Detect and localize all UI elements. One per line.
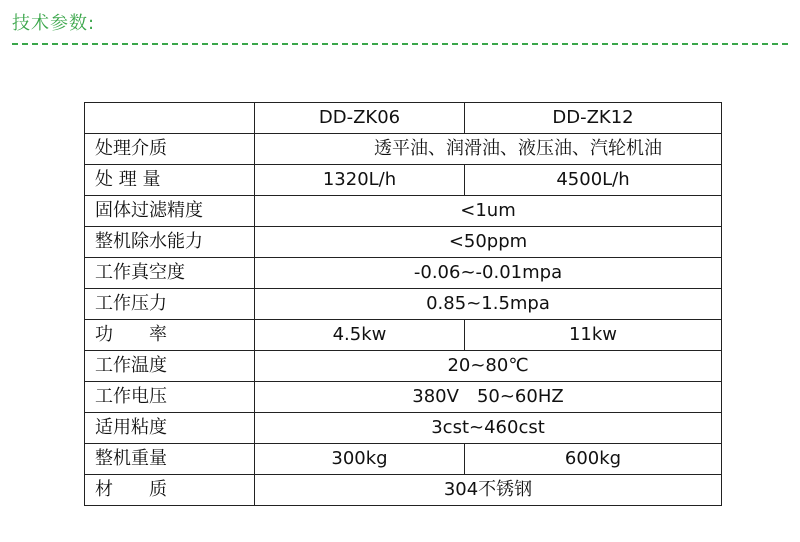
row-label: 工作真空度 xyxy=(85,258,255,289)
dashed-divider xyxy=(12,43,788,45)
row-value: 0.85~1.5mpa xyxy=(255,289,722,320)
section-title: 技术参数: xyxy=(12,13,96,34)
table-row xyxy=(85,227,722,258)
row-value: -0.06~-0.01mpa xyxy=(255,258,722,289)
table-row xyxy=(85,351,722,382)
row-value-zk06: 4.5kw xyxy=(255,320,465,351)
row-value: 20~80℃ xyxy=(255,351,722,382)
row-label: 固体过滤精度 xyxy=(85,196,255,227)
row-value: 3cst~460cst xyxy=(255,413,722,444)
spec-table xyxy=(84,102,722,506)
table-row xyxy=(85,320,722,351)
row-label: 处 理 量 xyxy=(85,165,255,196)
table-header-row xyxy=(85,103,722,134)
table-row xyxy=(85,475,722,506)
row-label: 工作温度 xyxy=(85,351,255,382)
row-label: 整机重量 xyxy=(85,444,255,475)
row-value-zk06: 1320L/h xyxy=(255,165,465,196)
row-label: 功 率 xyxy=(85,320,255,351)
table-row xyxy=(85,413,722,444)
header-empty-cell xyxy=(85,103,255,134)
table-row xyxy=(85,258,722,289)
row-label: 材 质 xyxy=(85,475,255,506)
row-value: 380V 50~60HZ xyxy=(255,382,722,413)
table-row xyxy=(85,134,722,165)
table-row xyxy=(85,196,722,227)
row-value-zk12: 4500L/h xyxy=(465,165,722,196)
row-value: 304不锈钢 xyxy=(255,475,722,506)
model-header-zk06: DD-ZK06 xyxy=(255,103,465,134)
row-value: 透平油、润滑油、液压油、汽轮机油 xyxy=(255,134,722,165)
table-row xyxy=(85,382,722,413)
row-value-zk12: 600kg xyxy=(465,444,722,475)
row-value-zk12: 11kw xyxy=(465,320,722,351)
row-label: 整机除水能力 xyxy=(85,227,255,258)
row-label: 工作电压 xyxy=(85,382,255,413)
table-row xyxy=(85,289,722,320)
row-label: 处理介质 xyxy=(85,134,255,165)
row-value: <50ppm xyxy=(255,227,722,258)
row-value: <1um xyxy=(255,196,722,227)
row-value-zk06: 300kg xyxy=(255,444,465,475)
table-row xyxy=(85,444,722,475)
model-header-zk12: DD-ZK12 xyxy=(465,103,722,134)
row-label: 工作压力 xyxy=(85,289,255,320)
row-label: 适用粘度 xyxy=(85,413,255,444)
table-row xyxy=(85,165,722,196)
